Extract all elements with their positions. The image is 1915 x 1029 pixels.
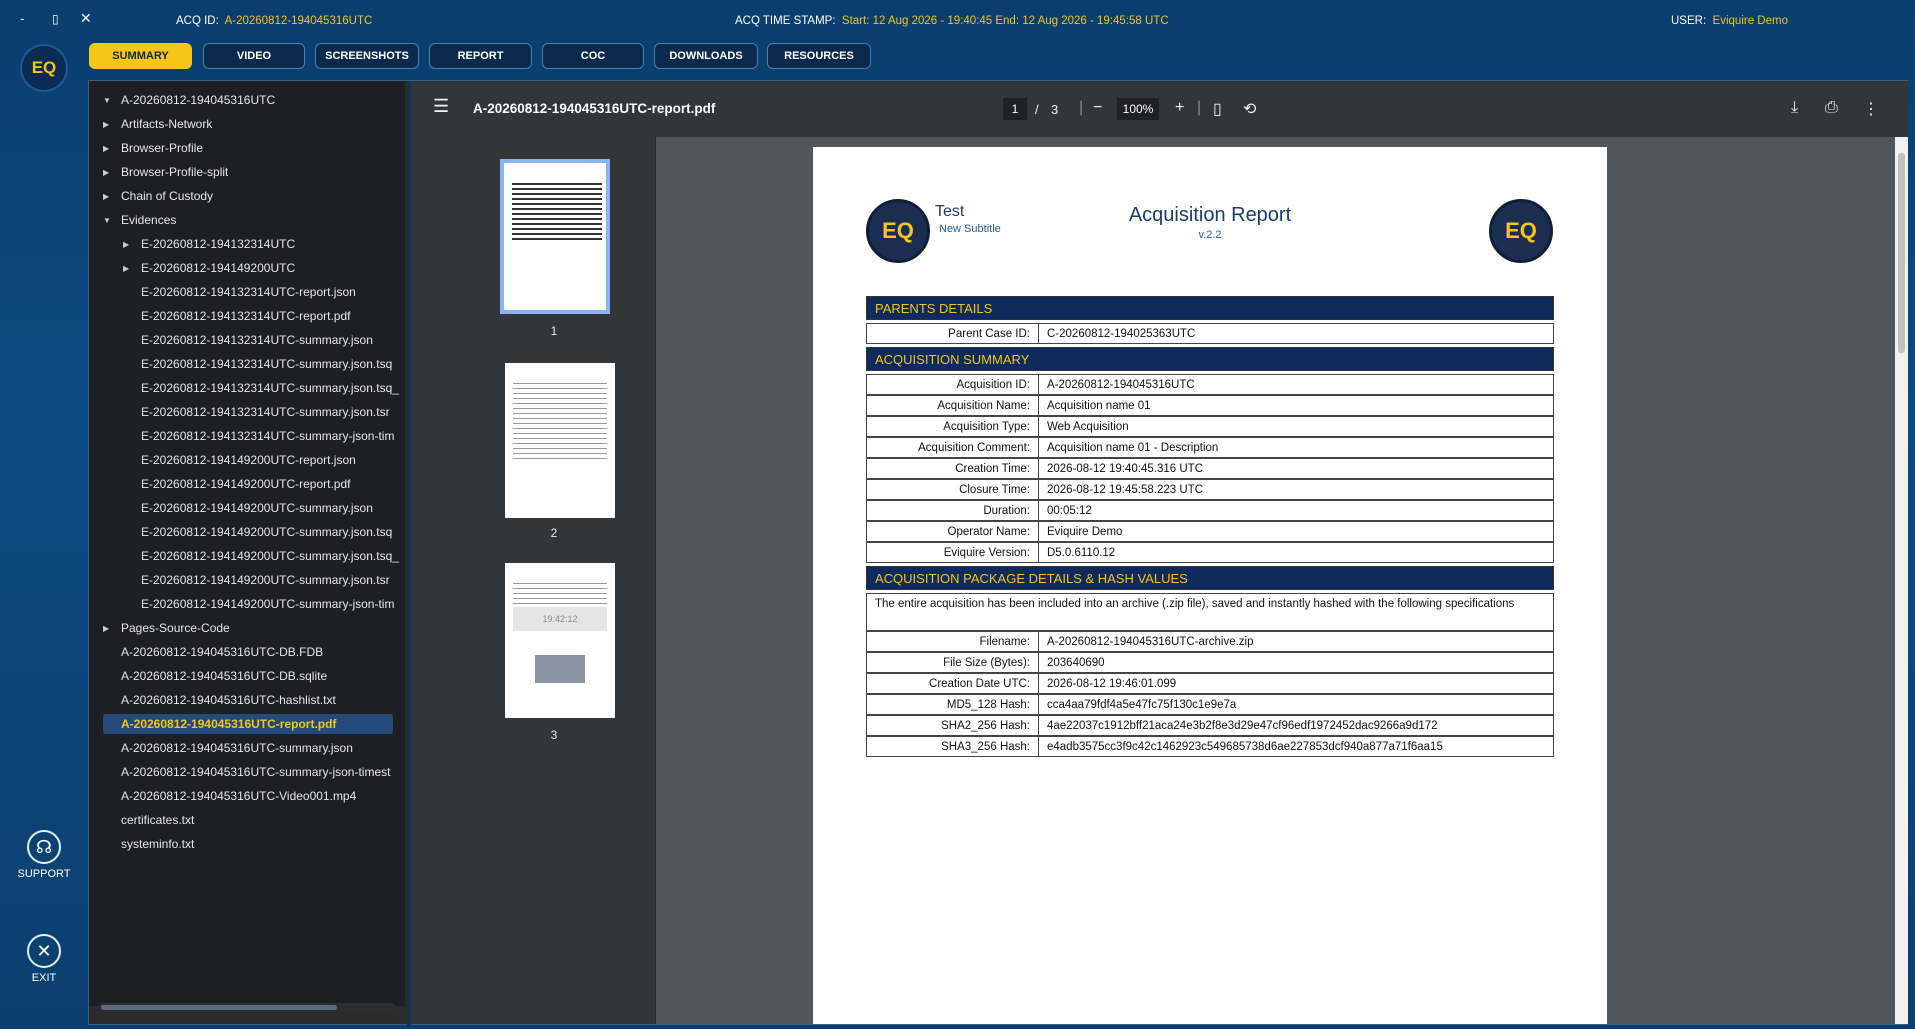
zoom-in-icon[interactable]: +	[1175, 99, 1185, 116]
thumbnail-page-1[interactable]	[500, 159, 610, 314]
tree-item-label: E-20260812-194149200UTC-report.pdf	[141, 477, 351, 491]
row-key: Creation Time:	[867, 459, 1039, 478]
report-row	[866, 479, 1554, 500]
tree-item[interactable]	[103, 138, 203, 158]
toolbar-separator: |	[1197, 99, 1202, 116]
rotate-icon[interactable]: ⟲	[1243, 101, 1257, 118]
tab-summary[interactable]: SUMMARY	[89, 43, 192, 69]
tree-item-label: certificates.txt	[121, 813, 195, 827]
acq-id-label	[176, 15, 372, 27]
report-row	[866, 323, 1554, 344]
tree-item-label: E-20260812-194149200UTC-summary.json.tsq	[141, 525, 393, 539]
tree-item[interactable]	[123, 234, 295, 254]
tree-item-label: E-20260812-194132314UTC	[141, 237, 296, 251]
eq-logo: EQ	[20, 44, 68, 92]
row-key: Acquisition Name:	[867, 396, 1039, 415]
tree-item-label: A-20260812-194045316UTC-hashlist.txt	[121, 693, 336, 707]
row-value: 203640690	[1047, 656, 1105, 669]
tree-item[interactable]	[121, 786, 401, 806]
report-row	[866, 736, 1554, 757]
timestamp-label: ACQ TIME STAMP:	[735, 15, 836, 27]
tree-item-label: E-20260812-194132314UTC-summary.json.tsq	[141, 357, 393, 371]
report-row	[866, 500, 1554, 521]
row-value: cca4aa79fdf4a5e47fc75f130c1e9e7a	[1047, 698, 1237, 711]
support-icon: ☊	[27, 830, 61, 864]
page-separator: /	[1035, 102, 1039, 117]
fit-page-icon[interactable]: ▯	[1213, 101, 1222, 118]
maximize-button[interactable]: ▯	[52, 12, 59, 26]
user-info	[1671, 15, 1788, 27]
report-title: Acquisition Report	[1128, 204, 1292, 226]
report-version: v.2.2	[1198, 229, 1222, 241]
page-number-input[interactable]: 1	[1003, 98, 1027, 120]
row-value: 2026-08-12 19:45:58.223 UTC	[1047, 483, 1203, 496]
tree-item-label: E-20260812-194132314UTC-summary.json.tsq_	[141, 381, 399, 395]
row-key: File Size (Bytes):	[867, 653, 1039, 672]
expand-arrow-icon[interactable]: ▶	[103, 143, 110, 153]
section-header-parents: PARENTS DETAILS	[866, 296, 1554, 320]
tree-item-label: E-20260812-194132314UTC-summary.json.tsr	[141, 405, 390, 419]
row-key: Acquisition Type:	[867, 417, 1039, 436]
tree-item-label: Browser-Profile	[121, 141, 204, 155]
zoom-input[interactable]: 100%	[1117, 98, 1159, 120]
tree-item-label: E-20260812-194132314UTC-report.json	[141, 285, 356, 299]
tree-item[interactable]	[141, 546, 401, 566]
left-rail	[0, 40, 88, 1029]
tree-item[interactable]	[103, 618, 230, 638]
tree-item[interactable]	[103, 162, 228, 182]
expand-arrow-icon[interactable]: ▼	[103, 215, 111, 225]
download-icon[interactable]: ⤓	[1791, 99, 1799, 116]
pdf-filename: A-20260812-194045316UTC-report.pdf	[473, 101, 716, 116]
main-panel	[88, 80, 1908, 1025]
tab-report[interactable]: REPORT	[429, 43, 532, 69]
thumbnail-sidebar	[411, 137, 656, 1024]
tree-item[interactable]	[121, 690, 401, 710]
tree-item-label: E-20260812-194149200UTC-summary.json	[141, 501, 373, 515]
report-row	[866, 395, 1554, 416]
row-key: Parent Case ID:	[867, 324, 1039, 343]
tree-item[interactable]	[123, 258, 295, 278]
row-key: SHA2_256 Hash:	[867, 716, 1039, 735]
row-value: 2026-08-12 19:46:01.099	[1047, 677, 1177, 690]
eq-logo-right: EQ	[1489, 199, 1553, 263]
row-value: 00:05:12	[1047, 504, 1092, 517]
tree-item-label: Browser-Profile-split	[121, 165, 229, 179]
thumbnail-number: 3	[550, 728, 558, 742]
acq-id-label-text: ACQ ID:	[176, 15, 219, 27]
tree-item-label: A-20260812-194045316UTC-report.pdf	[121, 717, 337, 731]
expand-arrow-icon[interactable]: ▶	[103, 119, 110, 129]
top-bar	[0, 0, 1915, 40]
thumbnail-page-2[interactable]	[505, 363, 615, 518]
tree-item-label: E-20260812-194149200UTC	[141, 261, 296, 275]
scrollbar-thumb[interactable]	[1898, 153, 1905, 353]
tree-item-label: Artifacts-Network	[121, 117, 213, 131]
tab-coc[interactable]: COC	[542, 43, 644, 69]
tree-item-label: A-20260812-194045316UTC-summary.json	[121, 741, 353, 755]
row-key: Filename:	[867, 632, 1039, 651]
tree-item[interactable]	[121, 762, 401, 782]
tree-item-label: A-20260812-194045316UTC	[121, 93, 276, 107]
user-value: Eviquire Demo	[1712, 15, 1788, 27]
tree-item[interactable]	[141, 354, 401, 374]
tab-resources[interactable]: RESOURCES	[767, 43, 871, 69]
report-row	[866, 458, 1554, 479]
expand-arrow-icon[interactable]: ▶	[123, 239, 130, 249]
expand-arrow-icon[interactable]: ▶	[103, 167, 110, 177]
tree-item-label: A-20260812-194045316UTC-DB.FDB	[121, 645, 324, 659]
acq-id-value: A-20260812-194045316UTC	[224, 15, 373, 27]
tree-item[interactable]	[141, 378, 401, 398]
tree-item[interactable]	[141, 522, 401, 542]
minimize-button[interactable]: -	[20, 10, 25, 26]
support-button[interactable]	[0, 830, 88, 880]
package-note: The entire acquisition has been included into an archive (.zip file), saved and instantly hashed with the following specifications	[866, 593, 1554, 631]
row-value: 4ae22037c1912bff21aca24e3b2f8e3d29e47cf96edf1972452dac9266a9d172	[1047, 719, 1438, 732]
tree-item[interactable]	[141, 498, 401, 518]
tree-item-label: A-20260812-194045316UTC-DB.sqlite	[121, 669, 328, 683]
expand-arrow-icon[interactable]: ▶	[103, 623, 110, 633]
toolbar-separator: |	[1079, 99, 1084, 116]
tree-item[interactable]	[141, 426, 401, 446]
row-key: Creation Date UTC:	[867, 674, 1039, 693]
tree-item[interactable]	[141, 594, 401, 614]
thumbnail-number: 1	[550, 324, 558, 338]
close-button[interactable]: ✕	[80, 10, 92, 26]
report-row	[866, 673, 1554, 694]
report-row	[866, 374, 1554, 395]
report-row	[866, 542, 1554, 563]
tree-item-label: Pages-Source-Code	[121, 621, 230, 635]
tree-item[interactable]	[121, 738, 401, 758]
row-key: Acquisition ID:	[867, 375, 1039, 394]
row-key: Duration:	[867, 501, 1039, 520]
row-key: Closure Time:	[867, 480, 1039, 499]
tree-item[interactable]	[121, 666, 401, 686]
expand-arrow-icon[interactable]: ▶	[123, 263, 130, 273]
page-total: 3	[1051, 102, 1059, 117]
user-label: USER:	[1671, 15, 1707, 27]
row-value: D5.0.6110.12	[1047, 546, 1116, 559]
tree-item-selected[interactable]	[103, 714, 393, 734]
tree-item-label: E-20260812-194149200UTC-summary.json.tsq_	[141, 549, 399, 563]
pdf-vertical-scrollbar[interactable]	[1895, 137, 1908, 1024]
row-value: Eviquire Demo	[1047, 525, 1123, 538]
report-row	[866, 521, 1554, 542]
file-tree	[89, 81, 405, 1006]
timestamp-value: Start: 12 Aug 2026 - 19:40:45 End: 12 Aug 2026 - 19:45:58 UTC	[841, 15, 1169, 27]
row-value: 2026-08-12 19:40:45.316 UTC	[1047, 462, 1203, 475]
more-options-icon[interactable]: ⋮	[1863, 101, 1879, 118]
support-label: SUPPORT	[17, 868, 71, 880]
tree-item-label: E-20260812-194132314UTC-summary.json	[141, 333, 373, 347]
tree-item[interactable]	[121, 810, 401, 830]
thumbnail-content	[512, 183, 602, 243]
thumbnail-page-3[interactable]	[505, 563, 615, 718]
row-value: C-20260812-194025363UTC	[1047, 327, 1196, 340]
tree-item-label: E-20260812-194149200UTC-summary.json.tsr	[141, 573, 390, 587]
report-page	[813, 147, 1607, 1024]
row-value: Acquisition name 01	[1047, 399, 1151, 412]
tree-item-label: Chain of Custody	[121, 189, 214, 203]
tree-item[interactable]	[121, 834, 401, 854]
section-header-summary: ACQUISITION SUMMARY	[866, 347, 1554, 371]
tree-item-label: systeminfo.txt	[121, 837, 195, 851]
report-row	[866, 694, 1554, 715]
expand-arrow-icon[interactable]: ▶	[103, 191, 110, 201]
row-value: Web Acquisition	[1047, 420, 1129, 433]
report-row	[866, 652, 1554, 673]
exit-label: EXIT	[31, 972, 57, 984]
tree-horizontal-scrollbar[interactable]	[99, 1003, 395, 1012]
tree-item-label: A-20260812-194045316UTC-Video001.mp4	[121, 789, 357, 803]
tree-item[interactable]	[103, 90, 275, 110]
report-row	[866, 631, 1554, 652]
eq-logo-left: EQ	[866, 199, 930, 263]
thumbnail-content	[513, 383, 607, 463]
thumbnail-image	[535, 655, 585, 683]
report-row	[866, 416, 1554, 437]
report-row	[866, 437, 1554, 458]
expand-arrow-icon[interactable]: ▼	[103, 95, 111, 105]
row-value: A-20260812-194045316UTC	[1047, 378, 1195, 391]
zoom-out-icon[interactable]: −	[1093, 99, 1103, 116]
report-brand: Test	[935, 203, 965, 220]
row-value: A-20260812-194045316UTC-archive.zip	[1047, 635, 1254, 648]
tree-item-label: E-20260812-194149200UTC-report.json	[141, 453, 356, 467]
tree-item[interactable]	[141, 330, 401, 350]
row-key: Eviquire Version:	[867, 543, 1039, 562]
tab-downloads[interactable]: DOWNLOADS	[654, 43, 758, 69]
row-key: Operator Name:	[867, 522, 1039, 541]
tree-item-label: A-20260812-194045316UTC-summary-json-timest	[121, 765, 391, 779]
report-subtitle: New Subtitle	[939, 223, 1001, 235]
pdf-toolbar	[411, 81, 1908, 137]
tree-item-label: E-20260812-194149200UTC-summary-json-tim	[141, 597, 395, 611]
tree-item-label: Evidences	[121, 213, 177, 227]
tree-item[interactable]	[121, 642, 401, 662]
tree-item[interactable]	[141, 450, 401, 470]
section-header-package: ACQUISITION PACKAGE DETAILS & HASH VALUES	[866, 566, 1554, 590]
row-value: e4adb3575cc3f9c42c1462923c549685738d6ae227853dcf940a877a71f6aa15	[1047, 740, 1443, 753]
row-value: Acquisition name 01 - Description	[1047, 441, 1219, 454]
tab-video[interactable]: VIDEO	[203, 43, 305, 69]
print-icon[interactable]: ⎙	[1825, 99, 1838, 116]
tree-item[interactable]	[103, 210, 176, 230]
row-key: SHA3_256 Hash:	[867, 737, 1039, 756]
thumbnail-time: 19:42:12	[513, 607, 607, 631]
scrollbar-thumb[interactable]	[101, 1005, 337, 1010]
tree-item[interactable]	[141, 474, 401, 494]
tree-item[interactable]	[103, 186, 213, 206]
row-key: Acquisition Comment:	[867, 438, 1039, 457]
tree-item[interactable]	[141, 570, 401, 590]
tree-item-label: E-20260812-194132314UTC-report.pdf	[141, 309, 351, 323]
menu-icon[interactable]: ☰	[433, 96, 450, 116]
thumbnail-number: 2	[550, 526, 558, 540]
report-row	[866, 715, 1554, 736]
tree-item[interactable]	[103, 114, 212, 134]
tree-item[interactable]	[141, 282, 401, 302]
exit-icon: ✕	[27, 934, 61, 968]
tree-item-label: E-20260812-194132314UTC-summary-json-tim	[141, 429, 395, 443]
acq-timestamp	[735, 15, 1169, 27]
pdf-document-area[interactable]	[657, 137, 1895, 1024]
tab-screenshots[interactable]: SCREENSHOTS	[315, 43, 419, 69]
exit-button[interactable]	[0, 934, 88, 984]
tree-item[interactable]	[141, 402, 401, 422]
tree-item[interactable]	[141, 306, 401, 326]
pdf-viewer	[411, 81, 1908, 1024]
row-key: MD5_128 Hash:	[867, 695, 1039, 714]
